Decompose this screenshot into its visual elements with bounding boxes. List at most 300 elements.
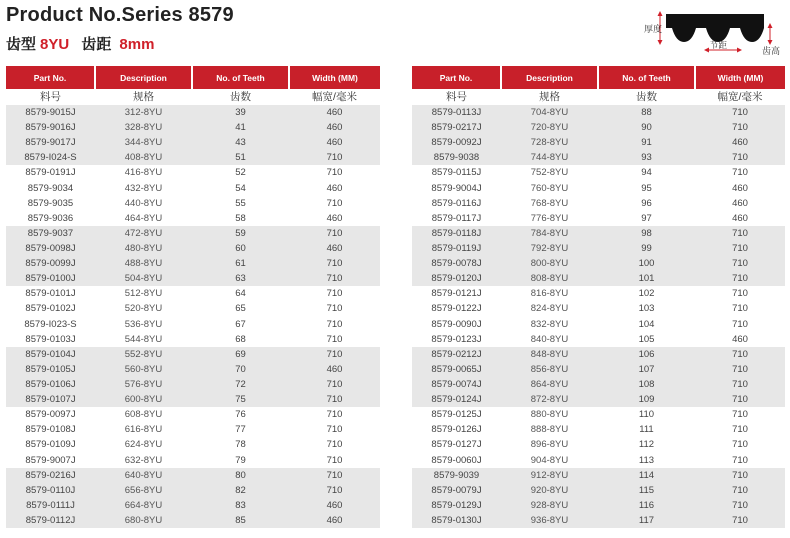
page-subtitle <box>6 33 158 54</box>
description-cell: 464-8YU <box>124 212 163 224</box>
table-row <box>412 483 785 498</box>
description-cell: 608-8YU <box>124 409 163 421</box>
teeth-count-cell: 90 <box>598 120 695 135</box>
part-number-cell: 8579-0079J <box>412 483 501 498</box>
table-row <box>6 135 380 150</box>
part-number-cell: 8579-0107J <box>6 392 95 407</box>
col-header-part-no: Part No. <box>412 66 501 89</box>
description-cell: 720-8YU <box>501 120 598 135</box>
col-header-part-no: Part No. <box>6 66 95 89</box>
description-cell: 808-8YU <box>501 271 598 286</box>
col-header-description: Description <box>501 66 598 89</box>
teeth-count-cell: 64 <box>235 288 246 300</box>
part-number-cell: 8579-0116J <box>431 197 482 209</box>
part-number-cell: 8579-0122J <box>431 303 482 315</box>
teeth-count-cell: 52 <box>235 167 246 179</box>
table-header-row <box>412 66 785 89</box>
part-number-cell: 8579-0216J <box>6 468 95 483</box>
teeth-count-cell: 61 <box>192 256 289 271</box>
teeth-count-cell: 78 <box>235 439 246 451</box>
table-row <box>412 498 785 513</box>
width-cell: 460 <box>289 241 380 256</box>
col-header-width-cn: 幅宽/毫米 <box>717 90 763 103</box>
table-row <box>412 105 785 120</box>
width-cell: 710 <box>326 288 343 300</box>
teeth-count-cell: 76 <box>235 409 246 421</box>
description-cell: 472-8YU <box>95 226 192 241</box>
width-cell: 460 <box>289 513 380 528</box>
part-number-cell: 8579-0104J <box>6 347 95 362</box>
teeth-count-cell: 101 <box>598 271 695 286</box>
part-number-cell: 8579-0108J <box>25 424 76 436</box>
width-cell: 710 <box>326 303 343 315</box>
width-cell: 710 <box>732 439 748 451</box>
width-cell: 710 <box>326 454 343 466</box>
col-header-part-no-cn: 料号 <box>446 90 467 103</box>
description-cell: 432-8YU <box>124 182 163 194</box>
description-cell: 408-8YU <box>95 150 192 165</box>
teeth-count-cell: 91 <box>598 135 695 150</box>
table-row <box>6 286 380 301</box>
teeth-count-cell: 51 <box>192 150 289 165</box>
table-row <box>412 407 785 422</box>
description-cell: 832-8YU <box>530 318 569 330</box>
belt-profile-shape <box>666 14 764 42</box>
description-cell: 312-8YU <box>95 105 192 120</box>
teeth-count-cell: 79 <box>235 454 246 466</box>
width-cell: 710 <box>289 226 380 241</box>
description-cell: 928-8YU <box>501 498 598 513</box>
description-cell: 328-8YU <box>95 120 192 135</box>
description-cell: 744-8YU <box>501 150 598 165</box>
part-number-cell: 8579-0109J <box>25 439 76 451</box>
description-cell: 936-8YU <box>501 513 598 528</box>
part-number-cell: 8579-I024-S <box>6 150 95 165</box>
tooth-height-label: 齿高 <box>762 47 781 57</box>
description-cell: 656-8YU <box>95 483 192 498</box>
pitch-value: 8mm <box>119 36 155 53</box>
description-cell: 552-8YU <box>95 347 192 362</box>
table-row <box>6 392 380 407</box>
table-row <box>412 392 785 407</box>
description-cell: 848-8YU <box>501 347 598 362</box>
teeth-count-cell: 96 <box>641 197 652 209</box>
table-row <box>412 256 785 271</box>
width-cell: 710 <box>695 483 785 498</box>
part-number-cell: 8579-0074J <box>412 377 501 392</box>
description-cell: 784-8YU <box>501 226 598 241</box>
width-cell: 710 <box>695 513 785 528</box>
width-cell: 710 <box>732 288 748 300</box>
description-cell: 440-8YU <box>124 197 163 209</box>
teeth-count-cell: 77 <box>235 424 246 436</box>
teeth-count-cell: 114 <box>598 468 695 483</box>
teeth-count-cell: 65 <box>235 303 246 315</box>
table-row <box>6 483 380 498</box>
table-row <box>412 286 785 301</box>
table-row <box>412 468 785 483</box>
table-row <box>6 105 380 120</box>
width-cell: 710 <box>289 468 380 483</box>
description-cell: 512-8YU <box>124 288 163 300</box>
teeth-count-cell: 72 <box>192 377 289 392</box>
table-row <box>6 271 380 286</box>
parts-table-right <box>412 66 785 528</box>
table-header-cn-row <box>6 89 380 105</box>
part-number-cell: 8579-9039 <box>412 468 501 483</box>
table-row <box>6 256 380 271</box>
table-row <box>6 468 380 483</box>
width-cell: 710 <box>326 197 343 209</box>
width-cell: 460 <box>289 135 380 150</box>
width-cell: 710 <box>732 409 748 421</box>
description-cell: 704-8YU <box>501 105 598 120</box>
table-row <box>412 377 785 392</box>
table-row <box>6 317 380 332</box>
width-cell: 710 <box>695 241 785 256</box>
teeth-count-cell: 98 <box>598 226 695 241</box>
thickness-label: 厚度 <box>644 25 663 35</box>
description-cell: 624-8YU <box>124 439 163 451</box>
width-cell: 710 <box>695 105 785 120</box>
teeth-count-cell: 75 <box>192 392 289 407</box>
width-cell: 460 <box>732 333 748 345</box>
table-row <box>412 437 785 452</box>
teeth-count-cell: 60 <box>192 241 289 256</box>
teeth-count-cell: 106 <box>598 347 695 362</box>
teeth-count-cell: 97 <box>641 212 652 224</box>
width-cell: 710 <box>732 424 748 436</box>
teeth-count-cell: 100 <box>598 256 695 271</box>
width-cell: 710 <box>289 483 380 498</box>
table-row <box>6 332 380 347</box>
description-cell: 344-8YU <box>95 135 192 150</box>
teeth-count-cell: 83 <box>192 498 289 513</box>
teeth-count-cell: 107 <box>598 362 695 377</box>
description-cell: 728-8YU <box>501 135 598 150</box>
width-cell: 710 <box>289 256 380 271</box>
col-header-teeth: No. of Teeth <box>192 66 289 89</box>
table-row <box>412 211 785 226</box>
width-cell: 460 <box>326 212 343 224</box>
table-row <box>412 317 785 332</box>
col-header-description-cn: 规格 <box>539 90 560 103</box>
description-cell: 776-8YU <box>530 212 569 224</box>
part-number-cell: 8579-0110J <box>6 483 95 498</box>
width-cell: 710 <box>326 439 343 451</box>
table-row <box>412 362 785 377</box>
table-row <box>6 498 380 513</box>
col-header-width-cn: 幅宽/毫米 <box>312 90 357 103</box>
part-number-cell: 8579-9038 <box>412 150 501 165</box>
teeth-count-cell: 67 <box>235 318 246 330</box>
part-number-cell: 8579-0102J <box>25 303 76 315</box>
part-number-cell: 8579-9036 <box>27 212 74 224</box>
teeth-count-cell: 82 <box>192 483 289 498</box>
col-header-teeth-cn: 齿数 <box>230 90 251 103</box>
width-cell: 460 <box>289 498 380 513</box>
width-cell: 710 <box>695 392 785 407</box>
width-cell: 710 <box>326 409 343 421</box>
part-number-cell: 8579-0191J <box>25 167 76 179</box>
description-cell: 544-8YU <box>124 333 163 345</box>
teeth-count-cell: 109 <box>598 392 695 407</box>
description-cell: 800-8YU <box>501 256 598 271</box>
width-cell: 460 <box>732 182 748 194</box>
teeth-count-cell: 110 <box>638 409 655 421</box>
description-cell: 752-8YU <box>530 167 569 179</box>
description-cell: 520-8YU <box>124 303 163 315</box>
description-cell: 920-8YU <box>501 483 598 498</box>
part-number-cell: 8579-0212J <box>412 347 501 362</box>
description-cell: 632-8YU <box>124 454 163 466</box>
description-cell: 904-8YU <box>530 454 569 466</box>
part-number-cell: 8579-0111J <box>6 498 95 513</box>
col-header-teeth-cn: 齿数 <box>636 90 657 103</box>
width-cell: 460 <box>289 362 380 377</box>
teeth-count-cell: 59 <box>192 226 289 241</box>
part-number-cell: 8579-0103J <box>25 333 76 345</box>
teeth-count-cell: 41 <box>192 120 289 135</box>
part-number-cell: 8579-9016J <box>6 120 95 135</box>
col-header-width: Width (MM) <box>289 66 380 89</box>
width-cell: 460 <box>732 212 748 224</box>
part-number-cell: 8579-I023-S <box>24 318 77 330</box>
width-cell: 710 <box>695 120 785 135</box>
width-cell: 710 <box>326 167 343 179</box>
table-row <box>412 301 785 316</box>
teeth-count-cell: 111 <box>639 424 654 436</box>
table-row <box>412 513 785 528</box>
description-cell: 680-8YU <box>95 513 192 528</box>
part-number-cell: 8579-0100J <box>6 271 95 286</box>
part-number-cell: 8579-9034 <box>27 182 74 194</box>
part-number-cell: 8579-0127J <box>431 439 482 451</box>
teeth-count-cell: 93 <box>598 150 695 165</box>
part-number-cell: 8579-0097J <box>25 409 76 421</box>
part-number-cell: 8579-0098J <box>6 241 95 256</box>
width-cell: 710 <box>326 318 343 330</box>
description-cell: 912-8YU <box>501 468 598 483</box>
table-row <box>6 150 380 165</box>
pitch-label-diagram: 节距 <box>710 41 728 51</box>
table-row <box>6 196 380 211</box>
table-row <box>6 301 380 316</box>
table-row <box>412 150 785 165</box>
teeth-count-cell: 112 <box>638 439 655 451</box>
teeth-count-cell: 85 <box>192 513 289 528</box>
page-title: Product No.Series 8579 <box>6 4 234 26</box>
width-cell: 460 <box>289 120 380 135</box>
table-row <box>6 377 380 392</box>
table-row <box>412 196 785 211</box>
width-cell: 710 <box>289 271 380 286</box>
col-header-teeth: No. of Teeth <box>598 66 695 89</box>
table-row <box>412 347 785 362</box>
width-cell: 710 <box>695 468 785 483</box>
table-header-row <box>6 66 380 89</box>
teeth-count-cell: 104 <box>638 318 655 330</box>
description-cell: 792-8YU <box>501 241 598 256</box>
width-cell: 710 <box>732 454 748 466</box>
part-number-cell: 8579-9007J <box>25 454 76 466</box>
table-row <box>6 347 380 362</box>
part-number-cell: 8579-0120J <box>412 271 501 286</box>
width-cell: 710 <box>695 347 785 362</box>
tooth-profile-diagram <box>644 6 784 58</box>
width-cell: 710 <box>695 226 785 241</box>
teeth-count-cell: 116 <box>598 498 695 513</box>
tooth-type-label: 齿型 <box>6 36 37 53</box>
table-header-cn-row <box>412 89 785 105</box>
part-number-cell: 8579-0124J <box>412 392 501 407</box>
teeth-count-cell: 108 <box>598 377 695 392</box>
teeth-count-cell: 68 <box>235 333 246 345</box>
part-number-cell: 8579-9004J <box>431 182 482 194</box>
table-row <box>6 181 380 196</box>
part-number-cell: 8579-9035 <box>27 197 74 209</box>
width-cell: 710 <box>289 347 380 362</box>
width-cell: 710 <box>695 150 785 165</box>
part-number-cell: 8579-0092J <box>412 135 501 150</box>
width-cell: 710 <box>326 424 343 436</box>
width-cell: 710 <box>695 362 785 377</box>
table-row <box>412 135 785 150</box>
table-row <box>412 226 785 241</box>
description-cell: 824-8YU <box>530 303 569 315</box>
description-cell: 840-8YU <box>530 333 569 345</box>
description-cell: 640-8YU <box>95 468 192 483</box>
table-row <box>6 422 380 437</box>
width-cell: 710 <box>732 303 748 315</box>
teeth-count-cell: 115 <box>598 483 695 498</box>
table-row <box>6 120 380 135</box>
teeth-count-cell: 54 <box>235 182 246 194</box>
description-cell: 576-8YU <box>95 377 192 392</box>
description-cell: 560-8YU <box>95 362 192 377</box>
part-number-cell: 8579-0106J <box>6 377 95 392</box>
part-number-cell: 8579-0121J <box>431 288 482 300</box>
part-number-cell: 8579-0099J <box>6 256 95 271</box>
teeth-count-cell: 94 <box>641 167 652 179</box>
table-row <box>6 241 380 256</box>
width-cell: 710 <box>695 498 785 513</box>
parts-table-left <box>6 66 380 528</box>
part-number-cell: 8579-0101J <box>25 288 76 300</box>
teeth-count-cell: 70 <box>192 362 289 377</box>
description-cell: 856-8YU <box>501 362 598 377</box>
teeth-count-cell: 117 <box>598 513 695 528</box>
description-cell: 416-8YU <box>124 167 163 179</box>
width-cell: 460 <box>289 105 380 120</box>
part-number-cell: 8579-0090J <box>431 318 482 330</box>
description-cell: 504-8YU <box>95 271 192 286</box>
tooth-type-value: 8YU <box>40 36 70 53</box>
table-row <box>412 271 785 286</box>
width-cell: 710 <box>289 392 380 407</box>
teeth-count-cell: 88 <box>598 105 695 120</box>
teeth-count-cell: 43 <box>192 135 289 150</box>
description-cell: 768-8YU <box>530 197 569 209</box>
table-row <box>6 407 380 422</box>
description-cell: 488-8YU <box>95 256 192 271</box>
part-number-cell: 8579-0065J <box>412 362 501 377</box>
description-cell: 536-8YU <box>124 318 163 330</box>
table-row <box>6 453 380 468</box>
col-header-width: Width (MM) <box>695 66 785 89</box>
teeth-count-cell: 58 <box>235 212 246 224</box>
table-row <box>6 211 380 226</box>
teeth-count-cell: 105 <box>638 333 655 345</box>
teeth-count-cell: 39 <box>192 105 289 120</box>
teeth-count-cell: 103 <box>638 303 655 315</box>
width-cell: 710 <box>289 150 380 165</box>
table-row <box>412 120 785 135</box>
table-row <box>6 513 380 528</box>
pitch-label: 齿距 <box>81 36 112 53</box>
width-cell: 710 <box>732 167 748 179</box>
description-cell: 864-8YU <box>501 377 598 392</box>
part-number-cell: 8579-0126J <box>431 424 482 436</box>
part-number-cell: 8579-9015J <box>6 105 95 120</box>
table-row <box>412 453 785 468</box>
table-row <box>6 165 380 180</box>
width-cell: 710 <box>695 271 785 286</box>
col-header-description: Description <box>95 66 192 89</box>
part-number-cell: 8579-0118J <box>412 226 501 241</box>
part-number-cell: 8579-0125J <box>431 409 482 421</box>
teeth-count-cell: 95 <box>641 182 652 194</box>
width-cell: 460 <box>732 197 748 209</box>
description-cell: 816-8YU <box>530 288 569 300</box>
table-row <box>412 241 785 256</box>
table-row <box>412 181 785 196</box>
description-cell: 480-8YU <box>95 241 192 256</box>
width-cell: 460 <box>326 182 343 194</box>
teeth-count-cell: 113 <box>638 454 655 466</box>
width-cell: 710 <box>326 333 343 345</box>
width-cell: 710 <box>695 256 785 271</box>
teeth-count-cell: 63 <box>192 271 289 286</box>
col-header-description-cn: 规格 <box>133 90 154 103</box>
col-header-part-no-cn: 料号 <box>40 90 61 103</box>
description-cell: 896-8YU <box>530 439 569 451</box>
part-number-cell: 8579-0060J <box>431 454 482 466</box>
width-cell: 710 <box>695 377 785 392</box>
teeth-count-cell: 69 <box>192 347 289 362</box>
part-number-cell: 8579-0112J <box>6 513 95 528</box>
teeth-count-cell: 99 <box>598 241 695 256</box>
description-cell: 872-8YU <box>501 392 598 407</box>
teeth-count-cell: 55 <box>235 197 246 209</box>
part-number-cell: 8579-0078J <box>412 256 501 271</box>
part-number-cell: 8579-0123J <box>431 333 482 345</box>
table-row <box>6 226 380 241</box>
part-number-cell: 8579-0115J <box>431 167 482 179</box>
table-row <box>6 362 380 377</box>
part-number-cell: 8579-9037 <box>6 226 95 241</box>
table-row <box>412 165 785 180</box>
part-number-cell: 8579-0217J <box>412 120 501 135</box>
part-number-cell: 8579-0119J <box>412 241 501 256</box>
part-number-cell: 8579-9017J <box>6 135 95 150</box>
table-row <box>412 332 785 347</box>
part-number-cell: 8579-0129J <box>412 498 501 513</box>
part-number-cell: 8579-0130J <box>412 513 501 528</box>
description-cell: 880-8YU <box>530 409 569 421</box>
teeth-count-cell: 80 <box>192 468 289 483</box>
width-cell: 460 <box>695 135 785 150</box>
